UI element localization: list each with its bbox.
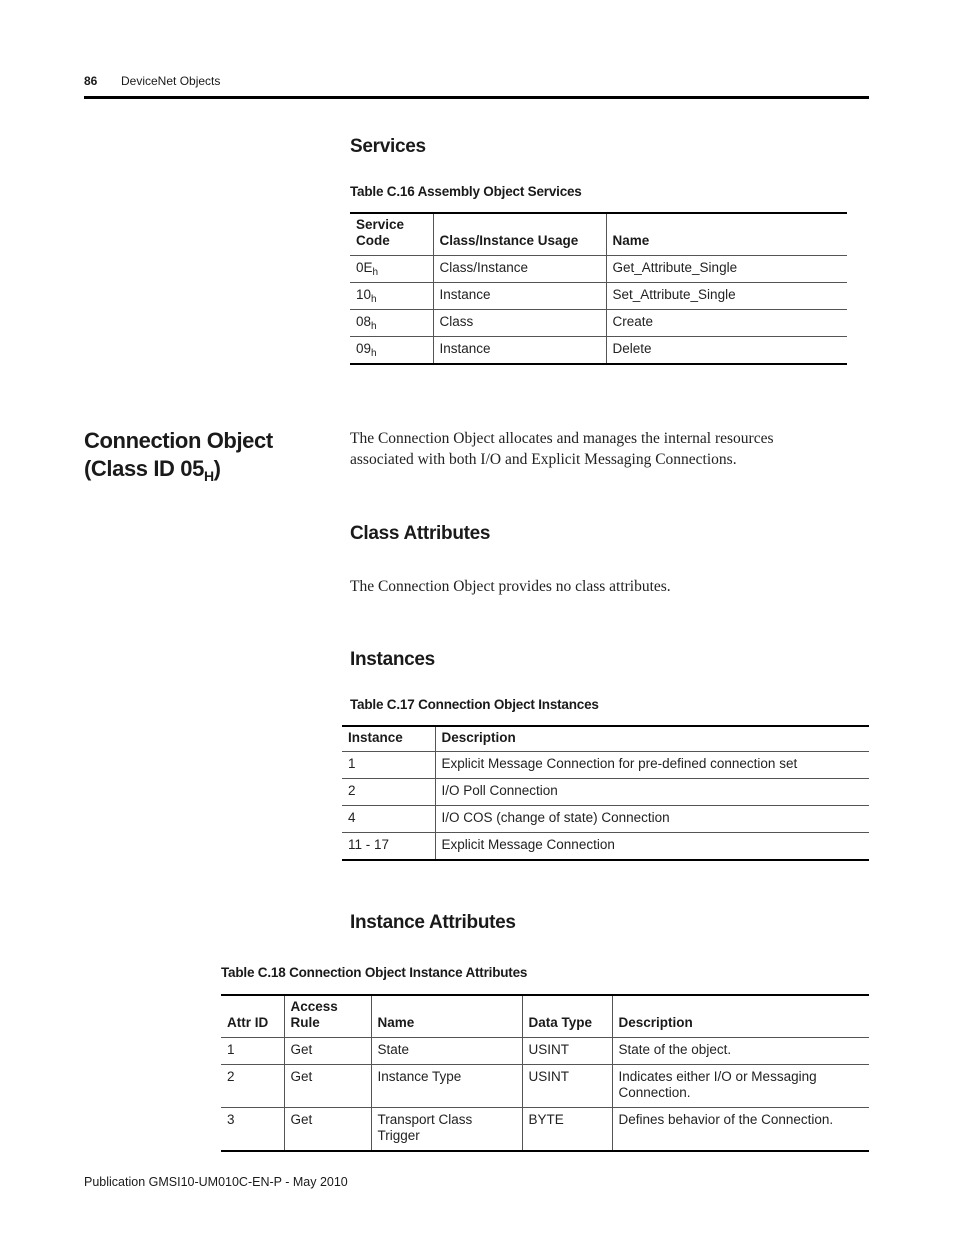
table-c17-caption: Table C.17 Connection Object Instances [350, 697, 599, 712]
column-header: Instance [348, 730, 403, 745]
table-row [342, 833, 869, 861]
description-cell: Explicit Message Connection [435, 833, 869, 861]
service-code-cell: $09_h$ [350, 337, 433, 365]
table-header-row [342, 726, 869, 752]
connection-object-description: The Connection Object allocates and manages the internal resources associated with both I/O and Explicit Messaging Connections. [350, 430, 774, 468]
description-cell: I/O COS (change of state) Connection [435, 806, 869, 833]
usage-cell: Instance [433, 283, 606, 310]
page-number: 86 [84, 74, 98, 88]
table-row [342, 752, 869, 779]
usage-cell: Class/Instance [433, 256, 606, 283]
header-rule [84, 96, 869, 99]
service-code-cell: $0E_h$ [350, 256, 433, 283]
instance-cell: 2 [342, 779, 435, 806]
table-row [350, 310, 847, 337]
name-cell: State [371, 1038, 522, 1065]
table-row [350, 283, 847, 310]
name-cell: Transport Class Trigger [371, 1108, 522, 1152]
column-header: Description [612, 995, 869, 1038]
table-row [350, 256, 847, 283]
description-cell: Indicates either I/O or Messaging Connection. [612, 1065, 869, 1108]
usage-cell: Instance [433, 337, 606, 365]
access-rule-cell: Get [284, 1108, 371, 1152]
service-name-cell: Set_Attribute_Single [606, 283, 847, 310]
data-type-cell: USINT [522, 1065, 612, 1108]
column-header: Name [371, 995, 522, 1038]
column-header: Description [435, 726, 869, 752]
service-name-cell: Delete [606, 337, 847, 365]
assembly-services-table [350, 212, 847, 365]
table-row [350, 337, 847, 365]
column-header: Class/Instance Usage [433, 213, 606, 256]
table-row [342, 779, 869, 806]
instance-cell: 1 [342, 752, 435, 779]
description-cell: I/O Poll Connection [435, 779, 869, 806]
instance-attributes-table [221, 994, 869, 1152]
table-row [221, 1108, 869, 1152]
publication-footer: Publication GMSI10-UM010C-EN-P - May 2010 [84, 1175, 348, 1189]
service-code-cell: $08_h$ [350, 310, 433, 337]
data-type-cell: USINT [522, 1038, 612, 1065]
description-cell: Defines behavior of the Connection. [612, 1108, 869, 1152]
section-title [84, 427, 273, 483]
class-attributes-text: The Connection Object provides no class attributes. [350, 578, 671, 595]
table-c16-caption: Table C.16 Assembly Object Services [350, 184, 582, 199]
table-c18-caption: Table C.18 Connection Object Instance Attributes [221, 965, 528, 980]
attr-id-cell: 1 [221, 1038, 284, 1065]
attr-id-cell: 2 [221, 1065, 284, 1108]
instance-cell: 4 [342, 806, 435, 833]
name-cell: Instance Type [371, 1065, 522, 1108]
column-header: Service Code [356, 217, 405, 248]
table-row [221, 1038, 869, 1065]
column-header: Access Rule [284, 995, 371, 1038]
services-heading: Services [350, 136, 426, 157]
description-cell: Explicit Message Connection for pre-defined connection set [435, 752, 869, 779]
usage-cell: Class [433, 310, 606, 337]
service-name-cell: Get_Attribute_Single [606, 256, 847, 283]
table-row [221, 1065, 869, 1108]
table-header-row [350, 213, 847, 256]
data-type-cell: BYTE [522, 1108, 612, 1152]
attr-id-cell: 3 [221, 1108, 284, 1152]
column-header: Data Type [522, 995, 612, 1038]
running-header: DeviceNet Objects [121, 74, 221, 88]
instance-attributes-heading: Instance Attributes [350, 912, 516, 933]
section-title-line1: Connection Object [84, 428, 273, 453]
column-header: Attr ID [227, 1015, 269, 1030]
service-code-cell: $10_h$ [350, 283, 433, 310]
description-cell: State of the object. [612, 1038, 869, 1065]
access-rule-cell: Get [284, 1065, 371, 1108]
table-row [342, 806, 869, 833]
access-rule-cell: Get [284, 1038, 371, 1065]
connection-instances-table [342, 725, 869, 861]
service-name-cell: Create [606, 310, 847, 337]
section-title-line2: (Class ID $05_H$) [84, 456, 221, 484]
class-attributes-heading: Class Attributes [350, 523, 491, 544]
column-header: Name [606, 213, 847, 256]
table-header-row [221, 995, 869, 1038]
instance-cell: 11 - 17 [342, 833, 435, 861]
instances-heading: Instances [350, 649, 435, 670]
